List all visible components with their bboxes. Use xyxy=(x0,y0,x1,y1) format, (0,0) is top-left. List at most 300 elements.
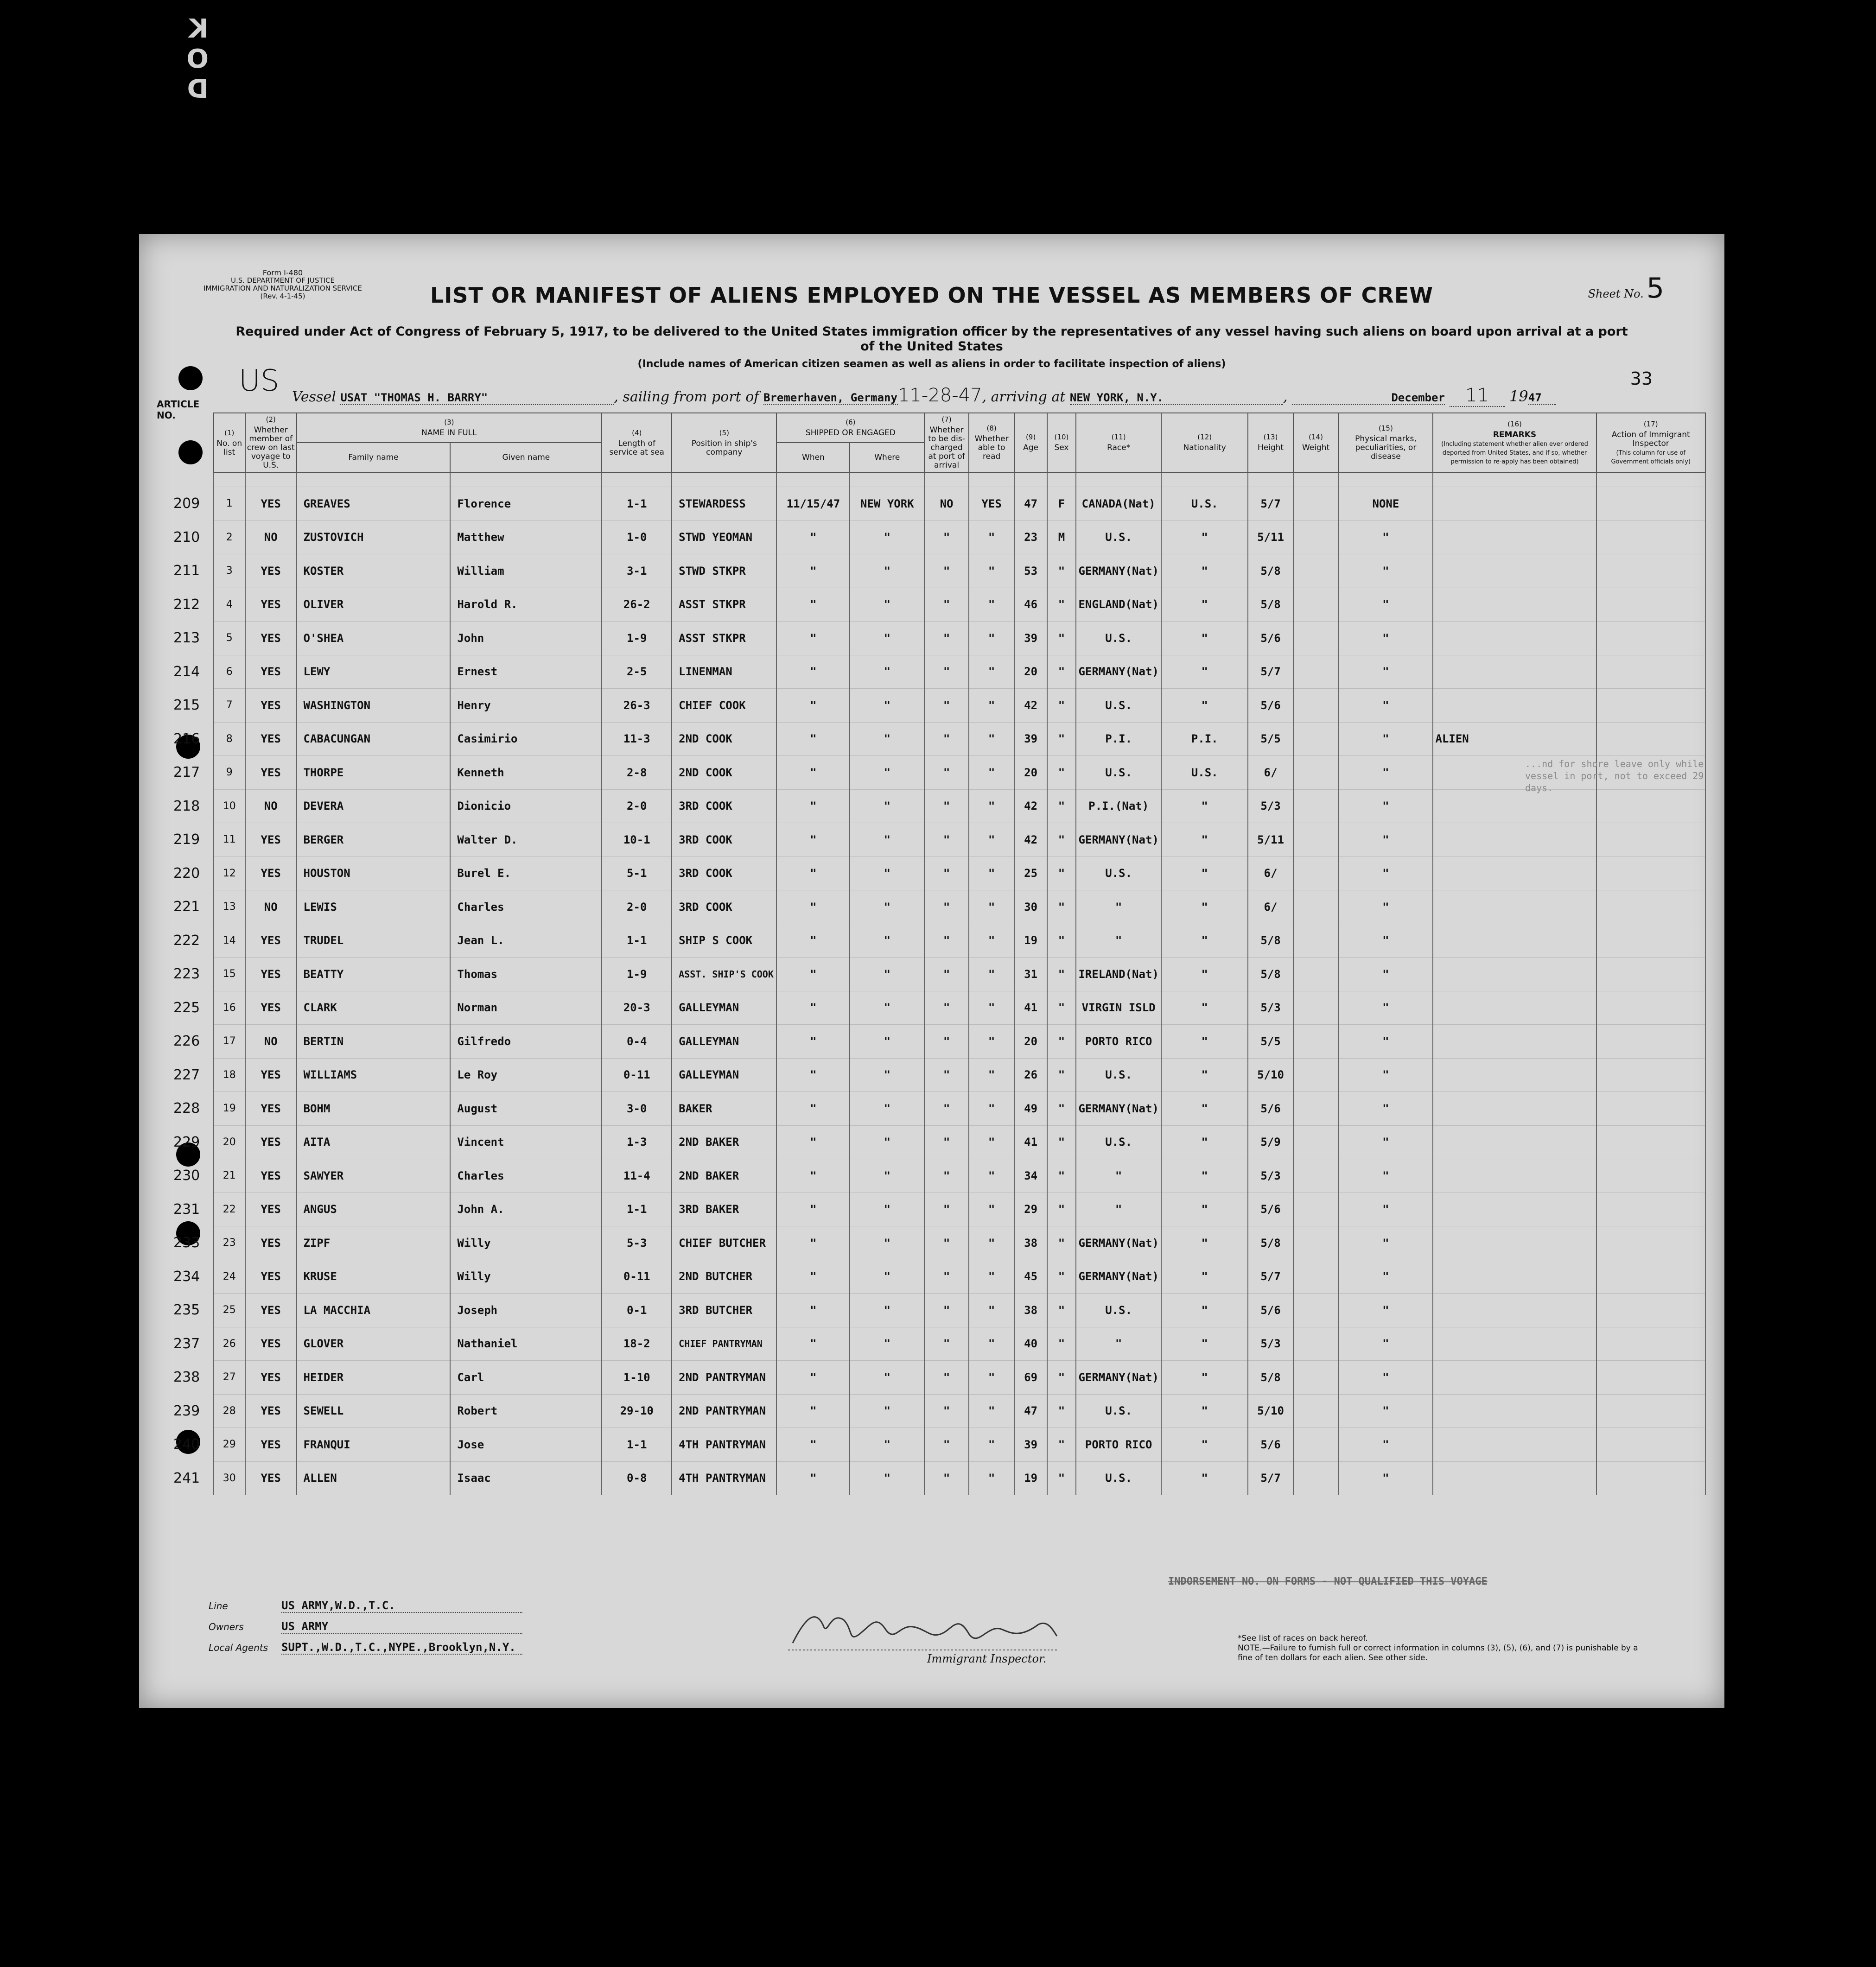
remarks-cell xyxy=(1433,823,1596,857)
last-voyage-cell: YES xyxy=(245,924,297,958)
shipped-where-cell: " xyxy=(850,655,924,689)
table-row xyxy=(172,756,1705,790)
shipped-when-cell: " xyxy=(776,789,850,823)
nationality-cell: " xyxy=(1161,554,1248,588)
height-cell: 5/11 xyxy=(1248,520,1293,554)
sex-cell: " xyxy=(1047,722,1076,756)
height-cell: 5/7 xyxy=(1248,655,1293,689)
last-voyage-cell: YES xyxy=(245,1361,297,1395)
nationality-cell: P.I. xyxy=(1161,722,1248,756)
shipped-when-cell: " xyxy=(776,991,850,1025)
given-name-cell: Ernest xyxy=(450,655,602,689)
remarks-cell xyxy=(1433,991,1596,1025)
remarks-cell xyxy=(1433,622,1596,655)
position-cell: 2ND COOK xyxy=(672,756,776,790)
vessel-line: Vessel USAT "THOMAS H. BARRY" , sailing from port of Bremerhaven, Germany11-28-47, arriving at NEW YORK, N.Y. , December 11 1947 xyxy=(292,385,1556,407)
penalty-note: NOTE.—Failure to furnish full or correct information in columns (3), (5), (6), and (7) is punishable by a fine of ten dollars for each alien. See other side. xyxy=(1238,1643,1638,1662)
race-cell: U.S. xyxy=(1076,622,1161,655)
remarks-cell xyxy=(1433,1058,1596,1092)
list-number-cell: 19 xyxy=(214,1092,245,1126)
remarks-cell xyxy=(1433,1092,1596,1126)
weight-cell xyxy=(1293,622,1339,655)
remarks-cell xyxy=(1433,1461,1596,1495)
header-inspector-action: (17) Action of Immigrant Inspector (This column for use of Government officials only) xyxy=(1596,413,1706,472)
sheet-label: Sheet No. xyxy=(1588,287,1644,300)
table-row xyxy=(172,520,1705,554)
nationality-cell: " xyxy=(1161,1461,1248,1495)
nationality-cell: " xyxy=(1161,991,1248,1025)
weight-cell xyxy=(1293,890,1339,924)
able-to-read-cell: " xyxy=(969,1327,1015,1361)
header-name-in-full: (3) NAME IN FULL xyxy=(297,413,602,443)
height-cell: 5/8 xyxy=(1248,924,1293,958)
nationality-cell: " xyxy=(1161,1226,1248,1260)
revision: (Rev. 4-1-45) xyxy=(260,292,305,300)
family-name-cell: WASHINGTON xyxy=(297,689,451,723)
length-of-service-cell: 5-3 xyxy=(602,1226,672,1260)
length-of-service-cell: 1-1 xyxy=(602,1428,672,1462)
able-to-read-cell: " xyxy=(969,1428,1015,1462)
able-to-read-cell: " xyxy=(969,890,1015,924)
able-to-read-cell: " xyxy=(969,1125,1015,1159)
age-cell: 45 xyxy=(1014,1260,1047,1294)
list-number-cell: 15 xyxy=(214,958,245,991)
article-number-cell: 214 xyxy=(173,663,200,680)
height-cell: 6/ xyxy=(1248,756,1293,790)
last-voyage-cell: YES xyxy=(245,1327,297,1361)
race-cell: P.I.(Nat) xyxy=(1076,789,1161,823)
position-cell: 2ND PANTRYMAN xyxy=(672,1394,776,1428)
shipped-where-cell: " xyxy=(850,1058,924,1092)
physical-marks-cell: " xyxy=(1338,689,1433,723)
shipped-where-cell: " xyxy=(850,588,924,622)
article-number-cell: 239 xyxy=(173,1402,200,1419)
shipped-where-cell: " xyxy=(850,924,924,958)
nationality-cell: " xyxy=(1161,958,1248,991)
shipped-when-cell: " xyxy=(776,722,850,756)
shipped-where-cell: " xyxy=(850,1025,924,1059)
article-number-cell: 229 xyxy=(173,1134,200,1150)
given-name-cell: Robert xyxy=(450,1394,602,1428)
height-cell: 5/6 xyxy=(1248,1294,1293,1327)
sheet-number-value: 5 xyxy=(1646,272,1664,305)
year-suffix: 47 xyxy=(1528,391,1556,405)
list-number-cell: 18 xyxy=(214,1058,245,1092)
inspector-action-cell xyxy=(1596,487,1706,521)
race-cell: " xyxy=(1076,1193,1161,1226)
nationality-cell: " xyxy=(1161,1428,1248,1462)
shipped-when-cell: " xyxy=(776,924,850,958)
sex-cell: " xyxy=(1047,1159,1076,1193)
shipped-when-cell: " xyxy=(776,622,850,655)
length-of-service-cell: 1-1 xyxy=(602,487,672,521)
inspector-action-cell xyxy=(1596,1294,1706,1327)
given-name-cell: Henry xyxy=(450,689,602,723)
shipped-when-cell: " xyxy=(776,1394,850,1428)
family-name-cell: GREAVES xyxy=(297,487,451,521)
inspector-signature xyxy=(779,1597,1066,1657)
shipped-where-cell: " xyxy=(850,1125,924,1159)
given-name-cell: Isaac xyxy=(450,1461,602,1495)
shipped-where-cell: " xyxy=(850,1092,924,1126)
race-cell: " xyxy=(1076,1159,1161,1193)
nationality-cell: " xyxy=(1161,520,1248,554)
family-name-cell: BERTIN xyxy=(297,1025,451,1059)
age-cell: 42 xyxy=(1014,789,1047,823)
position-cell: CHIEF COOK xyxy=(672,689,776,723)
physical-marks-cell: " xyxy=(1338,857,1433,890)
discharged-cell: " xyxy=(924,1260,969,1294)
height-cell: 5/11 xyxy=(1248,823,1293,857)
family-name-cell: BOHM xyxy=(297,1092,451,1126)
height-cell: 5/6 xyxy=(1248,1428,1293,1462)
able-to-read-cell: " xyxy=(969,958,1015,991)
position-cell: 3RD COOK xyxy=(672,789,776,823)
list-number-cell: 29 xyxy=(214,1428,245,1462)
race-cell: U.S. xyxy=(1076,857,1161,890)
table-row xyxy=(172,1461,1705,1495)
article-number-cell: 217 xyxy=(173,764,200,781)
weight-cell xyxy=(1293,689,1339,723)
shipped-when-cell: " xyxy=(776,1058,850,1092)
discharged-cell: " xyxy=(924,1125,969,1159)
weight-cell xyxy=(1293,1159,1339,1193)
position-cell: GALLEYMAN xyxy=(672,991,776,1025)
nationality-cell: U.S. xyxy=(1161,487,1248,521)
physical-marks-cell: " xyxy=(1338,823,1433,857)
position-cell: 2ND BUTCHER xyxy=(672,1260,776,1294)
shipped-where-cell: " xyxy=(850,958,924,991)
discharged-cell: " xyxy=(924,1327,969,1361)
given-name-cell: Willy xyxy=(450,1260,602,1294)
age-cell: 47 xyxy=(1014,1394,1047,1428)
height-cell: 5/6 xyxy=(1248,689,1293,723)
last-voyage-cell: YES xyxy=(245,991,297,1025)
given-name-cell: Vincent xyxy=(450,1125,602,1159)
race-cell: U.S. xyxy=(1076,1394,1161,1428)
inspector-action-cell xyxy=(1596,789,1706,823)
vessel-name: USAT "THOMAS H. BARRY" xyxy=(340,391,614,405)
shipped-when-cell: " xyxy=(776,1361,850,1395)
article-number-cell: 210 xyxy=(173,529,200,546)
article-number-cell: 218 xyxy=(173,798,200,814)
shipped-when-cell: 11/15/47 xyxy=(776,487,850,521)
physical-marks-cell: " xyxy=(1338,1428,1433,1462)
race-cell: U.S. xyxy=(1076,1058,1161,1092)
weight-cell xyxy=(1293,1125,1339,1159)
weight-cell xyxy=(1293,588,1339,622)
table-row xyxy=(172,1294,1705,1327)
physical-marks-cell: " xyxy=(1338,1025,1433,1059)
given-name-cell: William xyxy=(450,554,602,588)
discharged-cell: NO xyxy=(924,487,969,521)
nationality-cell: " xyxy=(1161,1092,1248,1126)
line-value: US ARMY,W.D.,T.C. xyxy=(281,1599,522,1613)
physical-marks-cell: " xyxy=(1338,622,1433,655)
shipped-where-cell: " xyxy=(850,1159,924,1193)
height-cell: 5/3 xyxy=(1248,1327,1293,1361)
given-name-cell: Gilfredo xyxy=(450,1025,602,1059)
sex-cell: " xyxy=(1047,1260,1076,1294)
shipped-when-cell: " xyxy=(776,958,850,991)
list-number-cell: 17 xyxy=(214,1025,245,1059)
age-cell: 23 xyxy=(1014,520,1047,554)
race-cell: GERMANY(Nat) xyxy=(1076,554,1161,588)
shipped-when-cell: " xyxy=(776,1159,850,1193)
arrival-port: NEW YORK, N.Y. xyxy=(1070,391,1283,405)
last-voyage-cell: NO xyxy=(245,520,297,554)
physical-marks-cell: " xyxy=(1338,1125,1433,1159)
last-voyage-cell: YES xyxy=(245,1294,297,1327)
race-cell: PORTO RICO xyxy=(1076,1025,1161,1059)
discharged-cell: " xyxy=(924,1461,969,1495)
article-number-cell: 226 xyxy=(173,1033,200,1050)
remarks-cell xyxy=(1433,1260,1596,1294)
table-row xyxy=(172,857,1705,890)
header-height: (13) Height xyxy=(1248,413,1293,472)
able-to-read-cell: " xyxy=(969,554,1015,588)
family-name-cell: DEVERA xyxy=(297,789,451,823)
inspector-action-cell xyxy=(1596,958,1706,991)
remarks-cell xyxy=(1433,789,1596,823)
position-cell: CHIEF BUTCHER xyxy=(672,1226,776,1260)
height-cell: 5/3 xyxy=(1248,991,1293,1025)
length-of-service-cell: 1-9 xyxy=(602,622,672,655)
sex-cell: " xyxy=(1047,588,1076,622)
article-number-cell: 235 xyxy=(173,1302,200,1319)
able-to-read-cell: " xyxy=(969,1226,1015,1260)
age-cell: 42 xyxy=(1014,689,1047,723)
race-cell: GERMANY(Nat) xyxy=(1076,655,1161,689)
table-row xyxy=(172,554,1705,588)
inspector-action-cell xyxy=(1596,1394,1706,1428)
length-of-service-cell: 0-8 xyxy=(602,1461,672,1495)
last-voyage-cell: YES xyxy=(245,823,297,857)
height-cell: 5/6 xyxy=(1248,1092,1293,1126)
family-name-cell: KRUSE xyxy=(297,1260,451,1294)
age-cell: 34 xyxy=(1014,1159,1047,1193)
inspector-action-cell xyxy=(1596,924,1706,958)
table-row xyxy=(172,722,1705,756)
family-name-cell: LEWIS xyxy=(297,890,451,924)
shipped-where-cell: " xyxy=(850,1193,924,1226)
list-number-cell: 22 xyxy=(214,1193,245,1226)
shipped-when-cell: " xyxy=(776,554,850,588)
sex-cell: " xyxy=(1047,1193,1076,1226)
article-number-cell: 213 xyxy=(173,630,200,647)
shipped-where-cell: " xyxy=(850,857,924,890)
age-cell: 20 xyxy=(1014,655,1047,689)
list-number-cell: 14 xyxy=(214,924,245,958)
able-to-read-cell: " xyxy=(969,1092,1015,1126)
family-name-cell: SEWELL xyxy=(297,1394,451,1428)
faded-remark-note: ...nd for shore leave only while vessel in port, not to exceed 29 days. xyxy=(1525,758,1704,793)
family-name-cell: ZIPF xyxy=(297,1226,451,1260)
inspector-action-cell xyxy=(1596,722,1706,756)
family-name-cell: THORPE xyxy=(297,756,451,790)
physical-marks-cell: " xyxy=(1338,520,1433,554)
shipped-when-cell: " xyxy=(776,588,850,622)
position-cell: ASST STKPR xyxy=(672,588,776,622)
list-number-cell: 13 xyxy=(214,890,245,924)
header-nationality: (12) Nationality xyxy=(1161,413,1248,472)
arriving-label: , arriving at xyxy=(982,389,1066,405)
position-cell: 2ND BAKER xyxy=(672,1125,776,1159)
last-voyage-cell: YES xyxy=(245,655,297,689)
height-cell: 5/10 xyxy=(1248,1394,1293,1428)
height-cell: 6/ xyxy=(1248,890,1293,924)
height-cell: 5/8 xyxy=(1248,554,1293,588)
inspector-action-cell xyxy=(1596,689,1706,723)
position-cell: STWD YEOMAN xyxy=(672,520,776,554)
age-cell: 41 xyxy=(1014,1125,1047,1159)
shipped-where-cell: " xyxy=(850,554,924,588)
inspector-action-cell xyxy=(1596,1361,1706,1395)
physical-marks-cell: " xyxy=(1338,1461,1433,1495)
document-note: (Include names of American citizen seamen as well as aliens in order to facilitate inspection of aliens) xyxy=(637,358,1226,370)
table-row xyxy=(172,622,1705,655)
article-number-cell: 238 xyxy=(173,1369,200,1386)
shipped-when-cell: " xyxy=(776,1428,850,1462)
shipped-when-cell: " xyxy=(776,1327,850,1361)
discharged-cell: " xyxy=(924,924,969,958)
length-of-service-cell: 1-0 xyxy=(602,520,672,554)
length-of-service-cell: 2-0 xyxy=(602,890,672,924)
nationality-cell: " xyxy=(1161,1394,1248,1428)
race-cell: U.S. xyxy=(1076,520,1161,554)
header-position: (5) Position in ship's company xyxy=(672,413,776,472)
inspector-action-cell xyxy=(1596,1125,1706,1159)
table-row xyxy=(172,1193,1705,1226)
race-cell: P.I. xyxy=(1076,722,1161,756)
given-name-cell: Harold R. xyxy=(450,588,602,622)
length-of-service-cell: 1-3 xyxy=(602,1125,672,1159)
shipped-when-cell: " xyxy=(776,857,850,890)
age-cell: 30 xyxy=(1014,890,1047,924)
document-title: LIST OR MANIFEST OF ALIENS EMPLOYED ON THE VESSEL AS MEMBERS OF CREW xyxy=(430,283,1433,308)
inspector-action-cell xyxy=(1596,1193,1706,1226)
list-number-cell: 21 xyxy=(214,1159,245,1193)
position-cell: 3RD COOK xyxy=(672,890,776,924)
height-cell: 5/7 xyxy=(1248,1461,1293,1495)
table-row xyxy=(172,890,1705,924)
shipped-where-cell: " xyxy=(850,520,924,554)
discharged-cell: " xyxy=(924,1294,969,1327)
footer-agents xyxy=(209,1641,522,1655)
height-cell: 5/3 xyxy=(1248,789,1293,823)
article-number-cell: 220 xyxy=(173,865,200,882)
list-number-cell: 8 xyxy=(214,722,245,756)
races-note xyxy=(1238,1634,1655,1663)
inspector-action-cell xyxy=(1596,520,1706,554)
family-name-cell: OLIVER xyxy=(297,588,451,622)
remarks-cell xyxy=(1433,1125,1596,1159)
footer-line xyxy=(209,1599,522,1613)
age-cell: 41 xyxy=(1014,991,1047,1025)
age-cell: 42 xyxy=(1014,823,1047,857)
shipped-where-cell: " xyxy=(850,1461,924,1495)
weight-cell xyxy=(1293,520,1339,554)
header-sex: (10) Sex xyxy=(1047,413,1076,472)
shipped-where-cell: " xyxy=(850,622,924,655)
sex-cell: M xyxy=(1047,520,1076,554)
length-of-service-cell: 26-2 xyxy=(602,588,672,622)
shipped-where-cell: " xyxy=(850,1428,924,1462)
able-to-read-cell: " xyxy=(969,722,1015,756)
table-row xyxy=(172,1125,1705,1159)
age-cell: 19 xyxy=(1014,924,1047,958)
able-to-read-cell: " xyxy=(969,622,1015,655)
race-cell: GERMANY(Nat) xyxy=(1076,823,1161,857)
header-remarks: (16) REMARKS (Including statement whether alien ever ordered deported from United States, and if so, whether permission to re-apply has been obtained) xyxy=(1433,413,1596,472)
list-number-cell: 16 xyxy=(214,991,245,1025)
crew-manifest-table xyxy=(172,412,1706,1495)
last-voyage-cell: YES xyxy=(245,1092,297,1126)
race-cell: U.S. xyxy=(1076,1125,1161,1159)
physical-marks-cell: " xyxy=(1338,1193,1433,1226)
sailing-port: Bremerhaven, Germany xyxy=(763,391,897,404)
remarks-cell xyxy=(1433,890,1596,924)
sex-cell: " xyxy=(1047,857,1076,890)
sex-cell: " xyxy=(1047,890,1076,924)
weight-cell xyxy=(1293,1025,1339,1059)
length-of-service-cell: 18-2 xyxy=(602,1327,672,1361)
given-name-cell: Willy xyxy=(450,1226,602,1260)
remarks-cell xyxy=(1433,588,1596,622)
discharged-cell: " xyxy=(924,823,969,857)
discharged-cell: " xyxy=(924,991,969,1025)
list-number-cell: 20 xyxy=(214,1125,245,1159)
weight-cell xyxy=(1293,857,1339,890)
discharged-cell: " xyxy=(924,1361,969,1395)
article-number-cell: 233 xyxy=(173,1235,200,1251)
shipped-where-cell: " xyxy=(850,722,924,756)
nationality-cell: " xyxy=(1161,1159,1248,1193)
weight-cell xyxy=(1293,1327,1339,1361)
given-name-cell: Charles xyxy=(450,1159,602,1193)
list-number-cell: 1 xyxy=(214,487,245,521)
given-name-cell: Charles xyxy=(450,890,602,924)
remarks-cell xyxy=(1433,1193,1596,1226)
weight-cell xyxy=(1293,1428,1339,1462)
shipped-where-cell: " xyxy=(850,1260,924,1294)
given-name-cell: Le Roy xyxy=(450,1058,602,1092)
nationality-cell: " xyxy=(1161,1125,1248,1159)
last-voyage-cell: YES xyxy=(245,622,297,655)
weight-cell xyxy=(1293,1193,1339,1226)
length-of-service-cell: 26-3 xyxy=(602,689,672,723)
shipped-where-cell: " xyxy=(850,1294,924,1327)
list-number-cell: 7 xyxy=(214,689,245,723)
weight-cell xyxy=(1293,756,1339,790)
table-row xyxy=(172,1058,1705,1092)
race-cell: GERMANY(Nat) xyxy=(1076,1092,1161,1126)
article-number-cell: 237 xyxy=(173,1335,200,1352)
inspector-action-cell xyxy=(1596,1159,1706,1193)
table-row xyxy=(172,991,1705,1025)
able-to-read-cell: " xyxy=(969,1394,1015,1428)
inspector-action-cell xyxy=(1596,1092,1706,1126)
race-cell: GERMANY(Nat) xyxy=(1076,1226,1161,1260)
race-cell: IRELAND(Nat) xyxy=(1076,958,1161,991)
physical-marks-cell: " xyxy=(1338,1159,1433,1193)
race-cell: U.S. xyxy=(1076,689,1161,723)
list-number-cell: 23 xyxy=(214,1226,245,1260)
discharged-cell: " xyxy=(924,622,969,655)
article-number-cell: 215 xyxy=(173,697,200,714)
able-to-read-cell: " xyxy=(969,823,1015,857)
last-voyage-cell: YES xyxy=(245,1394,297,1428)
